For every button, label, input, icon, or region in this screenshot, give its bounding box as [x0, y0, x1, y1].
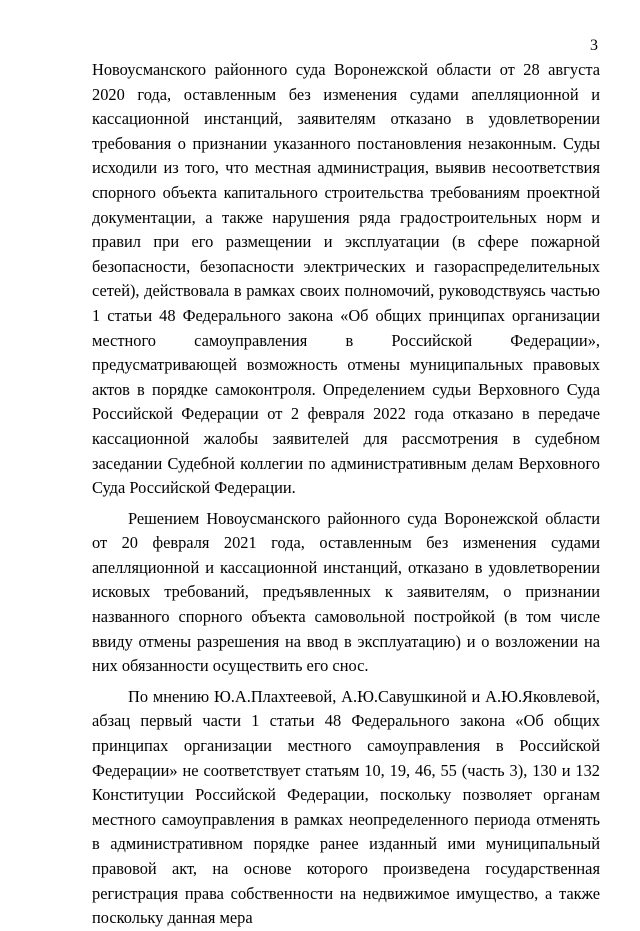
paragraph-court-decision-continuation: Новоусманского районного суда Воронежской области от 28 августа 2020 года, оставленным без изменения судами апелляционной и кассационной инстанций, заявителям отказано в удовлетворении требования о признании указанного постановления незаконным. Суды исходили из того, что местная администрация, выявив несоответствия спорного объекта капитального строительства требованиям проектной документации, а также нарушения ряда градостроительных норм и правил при его размещении и эксплуатации (в сфере пожарной безопасности, безопасности электрических и газораспределительных сетей), действовала в рамках своих полномочий, руководствуясь частью 1 статьи 48 Федерального закона «Об общих принципах организации местного самоуправления в Российской Федерации», предусматривающей возможность отмены муниципальных правовых актов в порядке самоконтроля. Определением судьи Верховного Суда Российской Федерации от 2 февраля 2022 года отказано в передаче кассационной жалобы заявителей для рассмотрения в судебном заседании Судебной коллегии по административным делам Верховного Суда Российской Федерации.	[92, 60, 600, 498]
document-body	[92, 58, 600, 931]
paragraph-district-court-ruling: Решением Новоусманского районного суда Воронежской области от 20 февраля 2021 года, оставленным без изменения судами апелляционной и кассационной инстанций, отказано в удовлетворении исковых требований, предъявленных к заявителям, о признании названного спорного объекта самовольной постройкой (в том числе ввиду отмены разрешения на ввод в эксплуатацию) и о возложении на них обязанности осуществить его снос.	[92, 508, 600, 676]
paragraph-applicants-claim: По мнению Ю.А.Плахтеевой, А.Ю.Савушкиной и А.Ю.Яковлевой, абзац первый части 1 статьи 48 Федерального закона «Об общих принципах организации местного самоуправления в Российской Федерации» не соответствует статьям 10, 19, 46, 55 (часть 3), 130 и 132 Конституции Российской Федерации, поскольку позволяет органам местного самоуправления в рамках неопределенного периода отменять в административном порядке ранее изданный ими муниципальный правовой акт, на основе которого произведена государственная регистрация права собственности на недвижимое имущество, а также поскольку данная мера	[92, 686, 600, 928]
page-number: 3	[590, 37, 598, 54]
